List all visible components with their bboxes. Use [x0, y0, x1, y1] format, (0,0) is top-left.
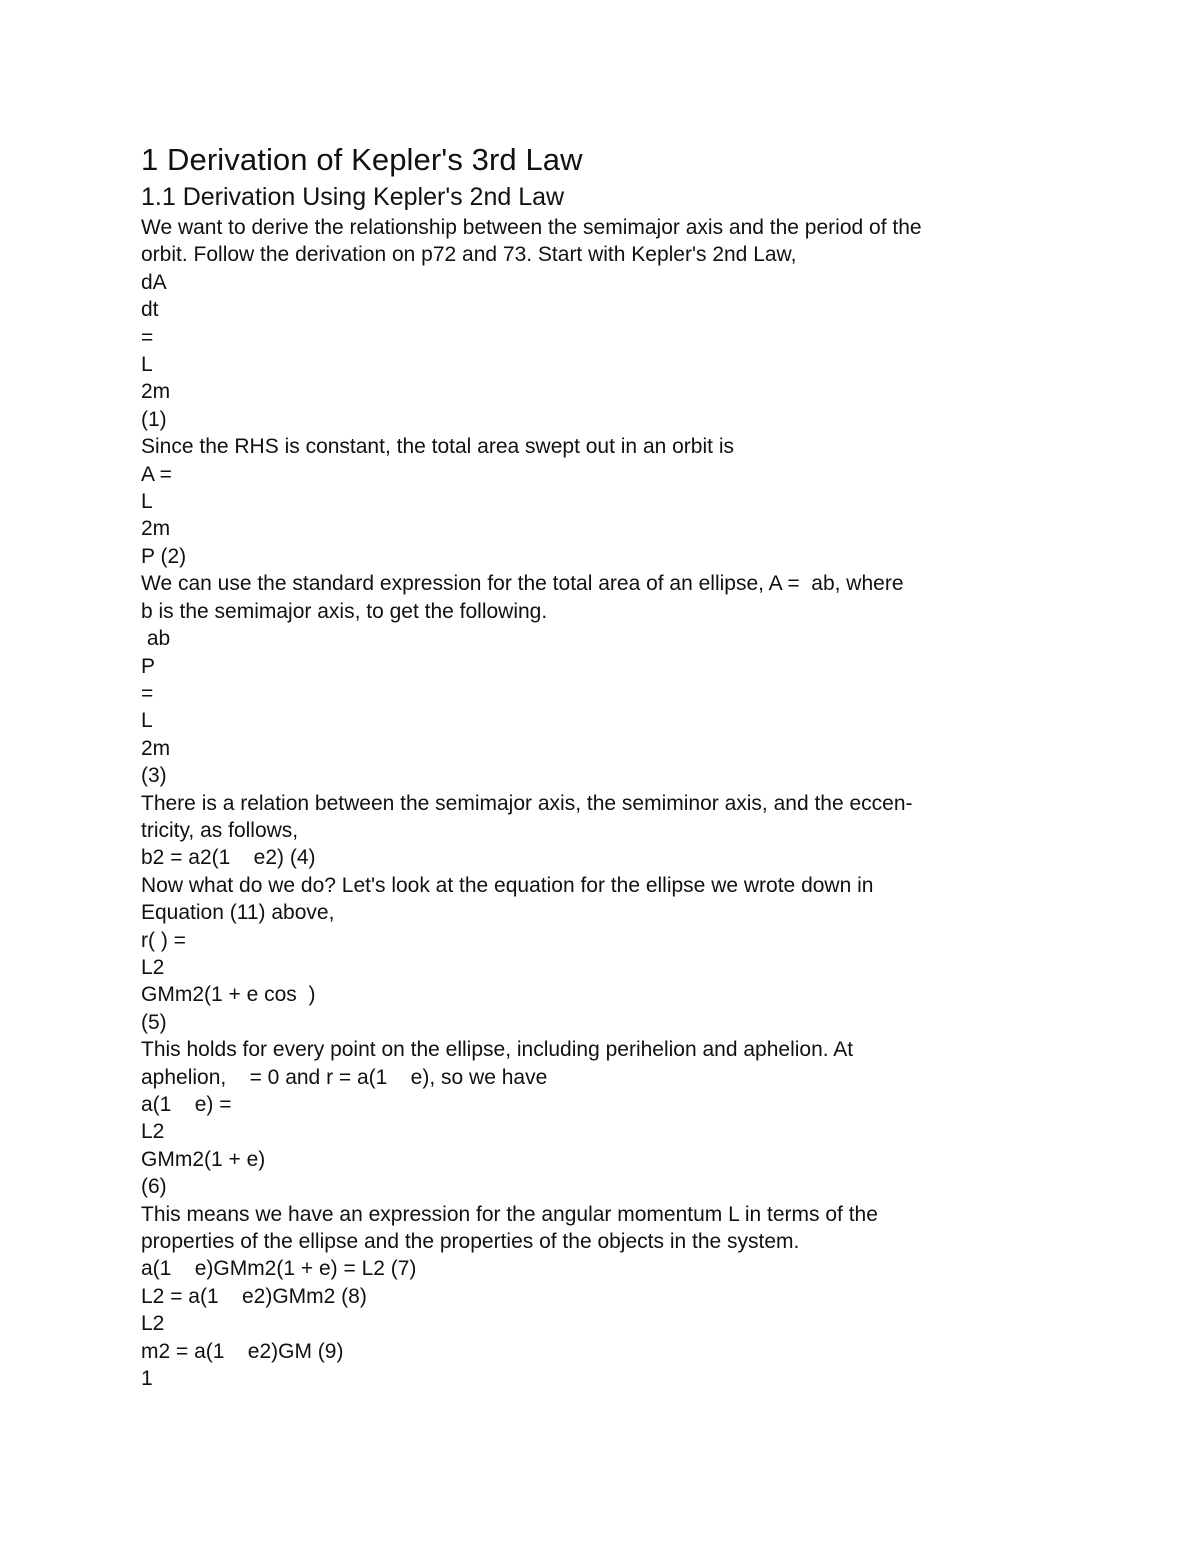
text-line: dt — [141, 298, 159, 322]
text-line: Equation (11) above, — [141, 901, 335, 925]
section-title: 1 Derivation of Kepler's 3rd Law — [141, 142, 583, 177]
text-line: Since the RHS is constant, the total area swept out in an orbit is — [141, 435, 734, 459]
text-line: a(1 e) = — [141, 1093, 232, 1116]
text-line: dA — [141, 270, 167, 294]
text-line: ab — [141, 627, 171, 651]
text-line: = — [141, 325, 154, 349]
text-line: GMm2(1 + e) — [141, 1147, 266, 1171]
text-line: A = — [141, 462, 172, 486]
text-line: L2 = a(1 e2)GMm2 (8) — [141, 1284, 367, 1308]
text-line: P (2) — [141, 544, 187, 568]
text-line: (5) — [141, 1010, 167, 1034]
text-line: m2 = a(1 e2)GM (9) — [141, 1339, 344, 1363]
text-line: 2m — [141, 380, 171, 404]
text-line: L — [141, 490, 153, 514]
text-line: b is the semimajor axis, to get the following. — [141, 599, 548, 623]
text-line: a(1 e)GMm2(1 + e) = L2 (7) — [141, 1257, 417, 1281]
text-line: b2 = a2(1 e2) (4) — [141, 846, 316, 870]
text-line: = — [141, 681, 154, 705]
text-line: properties of the ellipse and the properties of the objects in the system. — [141, 1230, 800, 1254]
text-line: We want to derive the relationship between the semimajor axis and the period of the — [141, 216, 922, 239]
text-line: 2m — [141, 517, 171, 541]
text-line: (1) — [141, 407, 167, 431]
text-line: r( ) = — [141, 928, 186, 952]
subsection-title: 1.1 Derivation Using Kepler's 2nd Law — [141, 183, 565, 211]
text-line: (3) — [141, 764, 167, 788]
text-line: This means we have an expression for the angular momentum L in terms of the — [141, 1202, 878, 1226]
text-line: This holds for every point on the ellipse, including perihelion and aphelion. At — [141, 1038, 854, 1062]
text-line: L2 — [141, 955, 165, 979]
text-line: aphelion, = 0 and r = a(1 e), so we have — [141, 1065, 548, 1089]
text-line: There is a relation between the semimajor axis, the semiminor axis, and the eccen- — [141, 791, 913, 815]
text-line: GMm2(1 + e cos ) — [141, 983, 316, 1007]
document-body — [141, 214, 1041, 1392]
text-line: L — [141, 709, 153, 733]
text-line: L — [141, 353, 153, 377]
text-line: orbit. Follow the derivation on p72 and 73. Start with Kepler's 2nd Law, — [141, 243, 797, 267]
text-line: L2 — [141, 1312, 165, 1336]
text-line: P — [141, 654, 156, 678]
text-line: 2m — [141, 736, 171, 760]
text-line: L2 — [141, 1120, 165, 1144]
document-page — [141, 140, 1041, 1392]
text-line: 1 — [141, 1367, 153, 1391]
text-line: (6) — [141, 1175, 167, 1199]
text-line: tricity, as follows, — [141, 818, 299, 842]
text-line: Now what do we do? Let's look at the equation for the ellipse we wrote down in — [141, 873, 874, 897]
text-line: We can use the standard expression for the total area of an ellipse, A = ab, where — [141, 572, 904, 596]
